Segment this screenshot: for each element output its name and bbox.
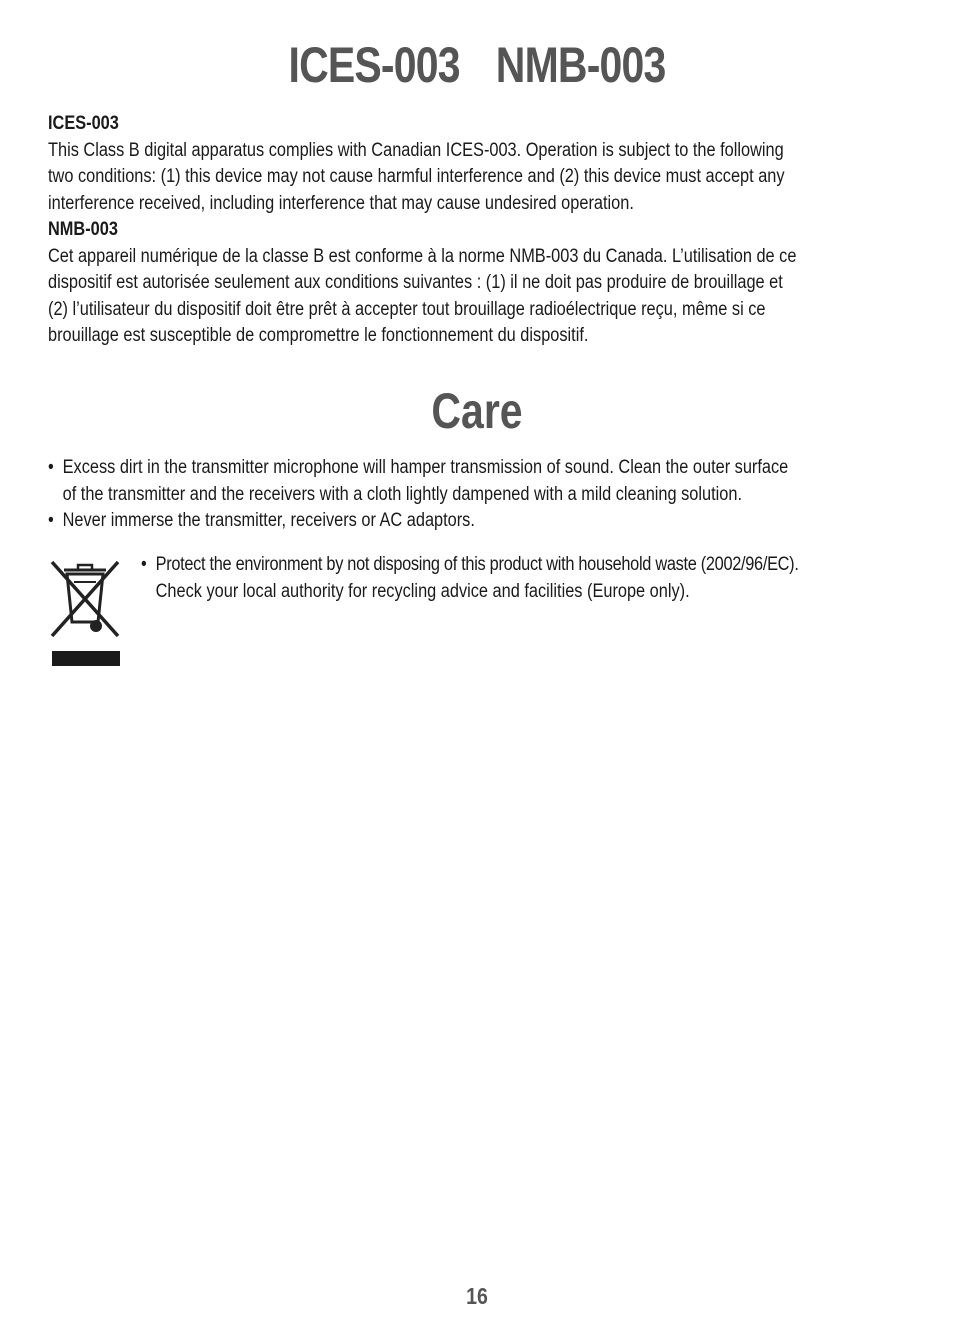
ices-paragraph xyxy=(48,138,908,218)
environment-line: Check your local authority for recycling advice and facilities (Europe only). xyxy=(155,580,690,602)
nmb-line: dispositif est autorisée seulement aux conditions suivantes : (1) il ne doit pas produire de brouillage et xyxy=(48,272,783,293)
care-item-line: Excess dirt in the transmitter microphone will hamper transmission of sound. Clean the outer surface xyxy=(62,457,789,478)
environment-text xyxy=(141,552,954,605)
nmb-line: (2) l’utilisateur du dispositif doit être prêt à accepter tout brouillage radioélectrique reçu, même si ce xyxy=(48,298,766,320)
ices-line: This Class B digital apparatus complies with Canadian ICES-003. Operation is subject to the following xyxy=(48,139,784,161)
environment-text-body xyxy=(156,552,799,605)
care-item xyxy=(48,455,908,508)
nmb-line: brouillage est susceptible de compromettre le fonctionnement du dispositif. xyxy=(48,325,589,346)
page-title-nmb: NMB-003 xyxy=(495,37,666,93)
care-item-line: of the transmitter and the receivers with a cloth lightly dampened with a mild cleaning solution. xyxy=(62,483,742,505)
page-number: 16 xyxy=(466,1283,488,1309)
ices-line: two conditions: (1) this device may not cause harmful interference and (2) this device must accept any xyxy=(48,166,785,187)
ices-heading: ICES-003 xyxy=(48,113,119,134)
nmb-paragraph xyxy=(48,244,908,350)
environment-line: Protect the environment by not disposing of this product with household waste (2002/96/EC). xyxy=(155,554,799,575)
environment-notice xyxy=(48,552,908,672)
care-list xyxy=(48,455,954,535)
care-item xyxy=(48,508,908,535)
nmb-line: Cet appareil numérique de la classe B est conforme à la norme NMB-003 du Canada. L’utilisation de ce xyxy=(48,245,797,267)
bullet: • xyxy=(48,457,54,478)
bullet: • xyxy=(141,554,147,575)
care-item-line: Never immerse the transmitter, receivers or AC adaptors. xyxy=(62,510,475,531)
ices-line: interference received, including interference that may cause undesired operation. xyxy=(48,192,634,214)
care-item-text xyxy=(63,508,908,535)
nmb-heading: NMB-003 xyxy=(48,219,118,240)
bullet: • xyxy=(48,510,54,531)
care-item-text xyxy=(63,455,908,508)
crossed-out-wheelie-bin-icon xyxy=(48,556,122,666)
page-title-ices: ICES-003 xyxy=(288,37,460,93)
ices-section xyxy=(48,111,908,350)
page-title xyxy=(86,36,868,94)
care-title: Care xyxy=(431,383,523,439)
